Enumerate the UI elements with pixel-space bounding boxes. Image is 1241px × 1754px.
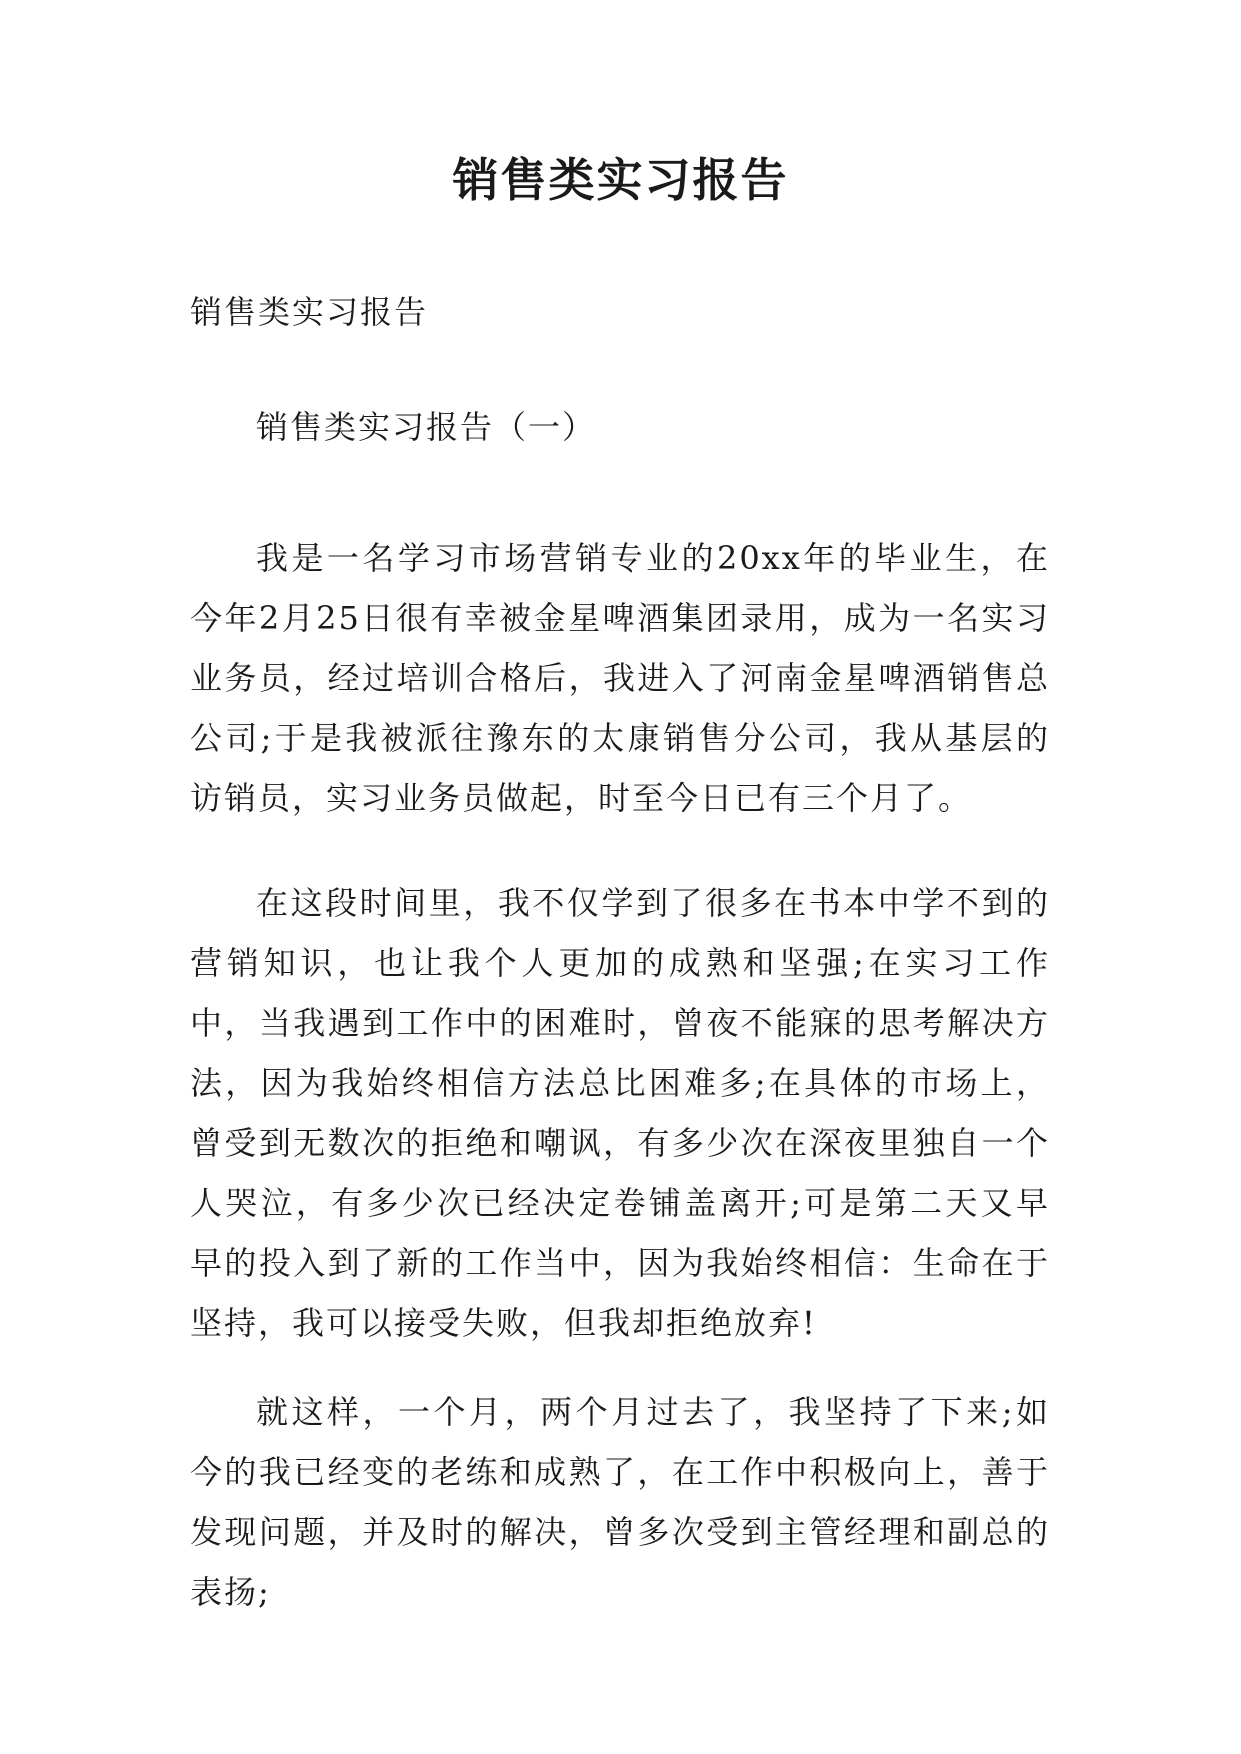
- section-heading: 销售类实习报告（一）: [256, 408, 597, 446]
- paragraph-3: 就这样，一个月，两个月过去了，我坚持了下来;如今的我已经变的老练和成熟了，在工作中积极向上，善于发现问题，并及时的解决，曾多次受到主管经理和副总的表扬;: [190, 1393, 1050, 1611]
- document-title: 销售类实习报告: [452, 153, 789, 207]
- paragraph-1: 我是一名学习市场营销专业的20xx年的毕业生，在今年2月25日很有幸被金星啤酒集团录用，成为一名实习业务员，经过培训合格后，我进入了河南金星啤酒销售总公司;于是我被派往豫东的太康销售分公司，我从基层的访销员，实习业务员做起，时至今日已有三个月了。: [190, 539, 1050, 817]
- paragraph-2: 在这段时间里，我不仅学到了很多在书本中学不到的营销知识，也让我个人更加的成熟和坚强;在实习工作中，当我遇到工作中的困难时，曾夜不能寐的思考解决方法，因为我始终相信方法总比困难多;在具体的市场上，曾受到无数次的拒绝和嘲讽，有多少次在深夜里独自一个人哭泣，有多少次已经决定卷铺盖离开;可是第二天又早早的投入到了新的工作当中，因为我始终相信：生命在于坚持，我可以接受失败，但我却拒绝放弃!: [190, 884, 1050, 1342]
- document-subtitle: 销售类实习报告: [190, 293, 429, 331]
